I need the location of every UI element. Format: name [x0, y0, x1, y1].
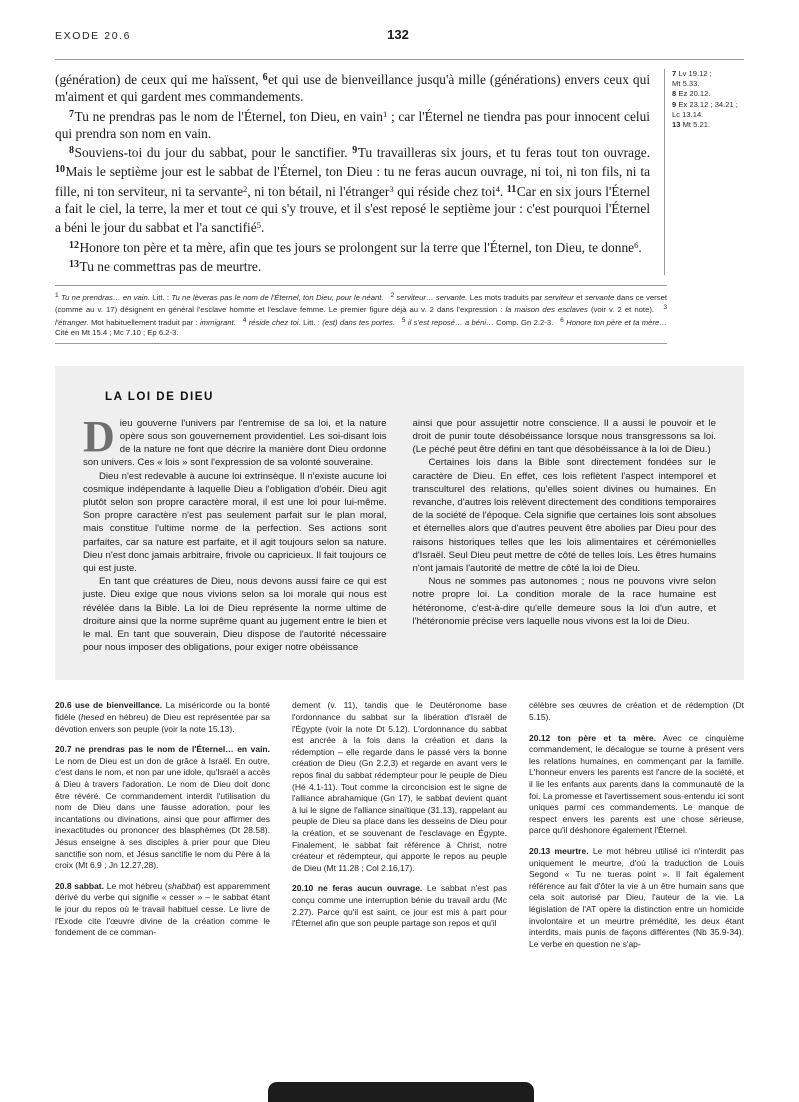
- feature-column-right: [413, 417, 717, 655]
- commentary-column-2: [292, 700, 507, 950]
- feature-columns: [83, 411, 716, 655]
- page-number: 132: [387, 27, 409, 42]
- commentary-note: 20.12 ton père et ta mère. Avec ce cinquième commandement, le décalogue se tourne à présent vers les relations humaines, en commençant par la famille. L'honneur envers les parents est l'ancre de la société, et il lie les enfants aux parents dans la communauté de la foi. La promesse et l'avertissement sous-entendu ici sont uniques parmi ces commandements. Le manque de respect envers les parents est une chose sérieuse, parce qu'il déshonore également l'Éternel.: [529, 732, 744, 836]
- footer-tab: [268, 1082, 534, 1102]
- cross-reference-line: 9 Ex 23.12 ; 34.21 ;: [672, 99, 738, 109]
- header-rule: [55, 59, 744, 60]
- feature-title: LA LOI DE DIEU: [105, 389, 214, 403]
- cross-reference-line: Mt 5.33.: [672, 79, 700, 89]
- cross-reference-line: 7 Lv 19.12 ;: [672, 69, 712, 78]
- scripture-paragraph: (génération) de ceux qui me haïssent, $^6$et qui use de bienveillance jusqu'à mille (générations) envers ceux qui m'aiment et qui gardent mes commandements.: [55, 71, 651, 105]
- scripture-paragraph: $^{13}$Tu ne commettras pas de meurtre.: [69, 258, 262, 274]
- cross-reference-line: 13 Mt 5.21.: [672, 120, 711, 130]
- feature-paragraph: Nous ne sommes pas autonomes ; nous ne pouvons vivre selon notre propre loi. La condition morale de la race humaine est hétéronome, c'est-à-dire qu'elle demeure sous la loi d'un autre, et l'hétéronomie précise vers laquelle nous vivons est la loi de Dieu.: [412, 576, 716, 627]
- running-head: [55, 0, 744, 53]
- scripture-paragraph: $^{12}$Honore ton père et ta mère, afin que tes jours se prolongent sur la terre que l'Éternel, ton Dieu, te donne$^6$.: [69, 239, 642, 255]
- scripture-paragraph: $^7$Tu ne prendras pas le nom de l'Éternel, ton Dieu, en vain$^1$ ; car l'Éternel ne tiendra pas pour innocent celui qui prendra son nom en vain.: [55, 108, 651, 141]
- commentary-note: 20.8 sabbat. Le mot hébreu (shabbat) est apparemment dérivé du verbe qui signifie « cesser » – le sabbat étant le jour du repos où le travail habituel cesse. Le livre de l'Exode cite l'œuvre divine de la création comme le fondement de ce comman-: [55, 880, 270, 938]
- commentary-column-3: [529, 700, 744, 950]
- running-head-reference: EXODE 20.6: [55, 30, 132, 42]
- scripture-text: [55, 69, 650, 275]
- commentary-section: [55, 700, 744, 950]
- cross-reference-column: [664, 69, 744, 275]
- commentary-note: 20.10 ne feras aucun ouvrage. Le sabbat n'est pas conçu comme une interruption bénie du travail ardu (Mc 2.27). Parce qu'il est saint, ce jour est mis à part pour l'Éternel afin que son peuple partage son repos et qu'il: [292, 883, 507, 929]
- cross-reference-line: Lc 13.14.: [672, 109, 704, 119]
- feature-paragraph: Dieu n'est redevable à aucune loi extrinsèque. Il n'existe aucune loi cosmique indépendante à laquelle Dieu a l'obligation d'obéir. Dieu agit plutôt selon son propre caractère moral, il est une loi pour lui-même. Son propre caractère n'est pas seulement parfait sur le plan moral, mais constitue l'ultime norme de la perfection. Ses actions sont parfaites, car sa nature est parfaite, et il agit toujours selon sa nature. Dieu n'est donc jamais arbitraire, frivole ou capricieux. Il fait toujours ce qui est juste.: [83, 470, 387, 574]
- commentary-note: 20.6 use de bienveillance. La miséricorde ou la bonté fidèle (hesed en hébreu) de Dieu est représentée par sa dévotion envers son peuple (voir la note 15.13).: [55, 700, 271, 734]
- feature-column-left: [83, 411, 387, 655]
- scripture-paragraph: $^8$Souviens-toi du jour du sabbat, pour le sanctifier. $^9$Tu travailleras six jours, et tu feras tout ton ouvrage. $^{10}$Mais le septième jour est le sabbat de l'Éternel, ton Dieu : tu ne feras aucun ouvrage, ni toi, ni ton fils, ni ta fille, ni ton serviteur, ni ta servante$^2$, ni ton bétail, ni l'étranger$^3$ qui réside chez toi$^4$. $^{11}$Car en six jours l'Éternel a fait le ciel, la terre, la mer et tout ce qui s'y trouve, et il s'est reposé le septième jour : c'est pourquoi l'Éternel a béni le jour du sabbat et l'a sanctifié$^5$.: [55, 145, 651, 236]
- cross-reference-line: 8 Ez 20.12.: [672, 89, 711, 99]
- textual-notes-rule-bottom: [55, 343, 667, 344]
- textual-notes-rule: [55, 285, 667, 286]
- commentary-note: 20.13 meurtre. Le mot hébreu utilisé ici n'interdit pas uniquement le meurtre, d'où la traduction de Louis Segond « Tu ne tueras point ». Il fait également référence au fait d'ôter la vie à un être humain sans que cela soit autorisé par Dieu, l'auteur de la vie. La législation de l'AT opère la distinction entre un homicide involontaire et un meurtre prémédité, les deux étant interdits, mais punis de façons différentes (Nb 35.9-34). Le verbe en question ne s'ap-: [529, 845, 744, 949]
- feature-box: [55, 366, 744, 681]
- feature-paragraph: ainsi que pour assujettir notre conscience. Il a aussi le pouvoir et le droit de punir toute désobéissance lorsque nous transgressons sa loi. (Le péché peut être défini en tant que désobéissance à la loi de Dieu.): [412, 417, 716, 456]
- feature-paragraph: Dieu gouverne l'univers par l'entremise de sa loi, et la nature opère sous son gouvernement providentiel. Les soi-disant lois de la nature ne font que décrire la manière dont Dieu ordonne son univers. Ces « lois » sont l'expression de sa volonté souveraine.: [83, 411, 387, 469]
- scripture-section: [55, 69, 744, 275]
- feature-paragraph: Certaines lois dans la Bible sont directement fondées sur le caractère de Dieu. En effet, ces lois reflètent l'aspect intemporel et transculturel des relations, qu'elles soient divines ou humaines. En revanche, d'autres lois relèvent directement des conditions temporaires de la société de l'époque. Cela signifie que certaines lois sont absolues et éternelles alors que d'autres peuvent être abolies par Dieu pour des raisons historiques telles que les lois alimentaires et cérémonielles d'Israël. Seul Dieu peut mettre de côté de telles lois. Les êtres humains n'ont jamais l'autorité de mettre de côté la loi de Dieu.: [412, 457, 716, 574]
- feature-paragraph: En tant que créatures de Dieu, nous devons aussi faire ce qui est juste. Dieu exige que nous vivions selon sa loi morale qui nous est révélée dans la Bible. La loi de Dieu représente la norme ultime de droiture ainsi que la norme suprême quant au jugement entre le bien et le mal. En tant que souverain, Dieu dispose de l'autorité nécessaire pour nous imposer des obligations, pour exiger notre obéissance: [83, 576, 387, 654]
- commentary-note: 20.7 ne prendras pas le nom de l'Éternel… en vain. Le nom de Dieu est un don de grâce à Israël. En outre, c'est dans le nom, et non par une idole, qu'Israël a accès à Dieu à travers l'adoration. Le nom de Dieu doit donc être révéré. Ce commandement interdit l'utilisation du nom de Dieu dans une fausse adoration, pour les incantations ou divinations, ainsi que pour affirmer des inexactitudes ou prononcer des blasphèmes (Dt 28.58). Jésus enseigne à ses disciples à prier pour que Dieu sanctifie son nom, et Jésus sanctifie le nom du Père à la croix (Mt 6.9 ; Jn 12.27,28).: [55, 744, 270, 871]
- commentary-column-1: [55, 700, 270, 950]
- commentary-note: célèbre ses œuvres de création et de rédemption (Dt 5.15).: [529, 700, 744, 723]
- commentary-note: dement (v. 11), tandis que le Deutéronome base l'ordonnance du sabbat sur la libération d'Israël de l'Égypte (voir la note Dt 5.12). L'ordonnance du sabbat est ancrée à la fois dans la création et dans la rédemption – elle regarde dans le passé vers la bonne création de Dieu (Gn 2.2,3) et regarde en avant vers le repos final du sabbat rédempteur pour le peuple de Dieu (Hé 4.1-11). Tout comme la circoncision est le signe de l'alliance abrahamique (Gn 17), le sabbat devient quant à lui le signe de l'alliance sinaïtique (31.13), rappelant au peuple de Dieu sa place dans les desseins de Dieu pour la création, et se souvenant de l'esclavage en Égypte. Finalement, le sabbat fait référence à Christ, notre créateur et rédempteur, qui apporte le repos au peuple de Dieu (Mt 11.28 ; Col 2.16,17).: [292, 700, 507, 873]
- textual-notes: 1 Tu ne prendras… en vain. Litt. : Tu ne lèveras pas le nom de l'Éternel, ton Dieu, pour le néant. 2 serviteur… servante. Les mots traduits par serviteur et servante dans ce verset (comme au v. 17) désignent en général l'esclave homme et l'esclave femme. Le premier figure déjà au v. 2 dans l'expression : la maison des esclaves (voir v. 2 et note). 3 l'étranger. Mot habituellement traduit par : immigrant. 4 réside chez toi. Litt. : (est) dans tes portes. 5 il s'est reposé… a béni… Comp. Gn 2.2-3. 6 Honore ton père et ta mère… Cité en Mt 15.4 ; Mc 7.10 ; Ep 6.2-3.: [55, 292, 668, 338]
